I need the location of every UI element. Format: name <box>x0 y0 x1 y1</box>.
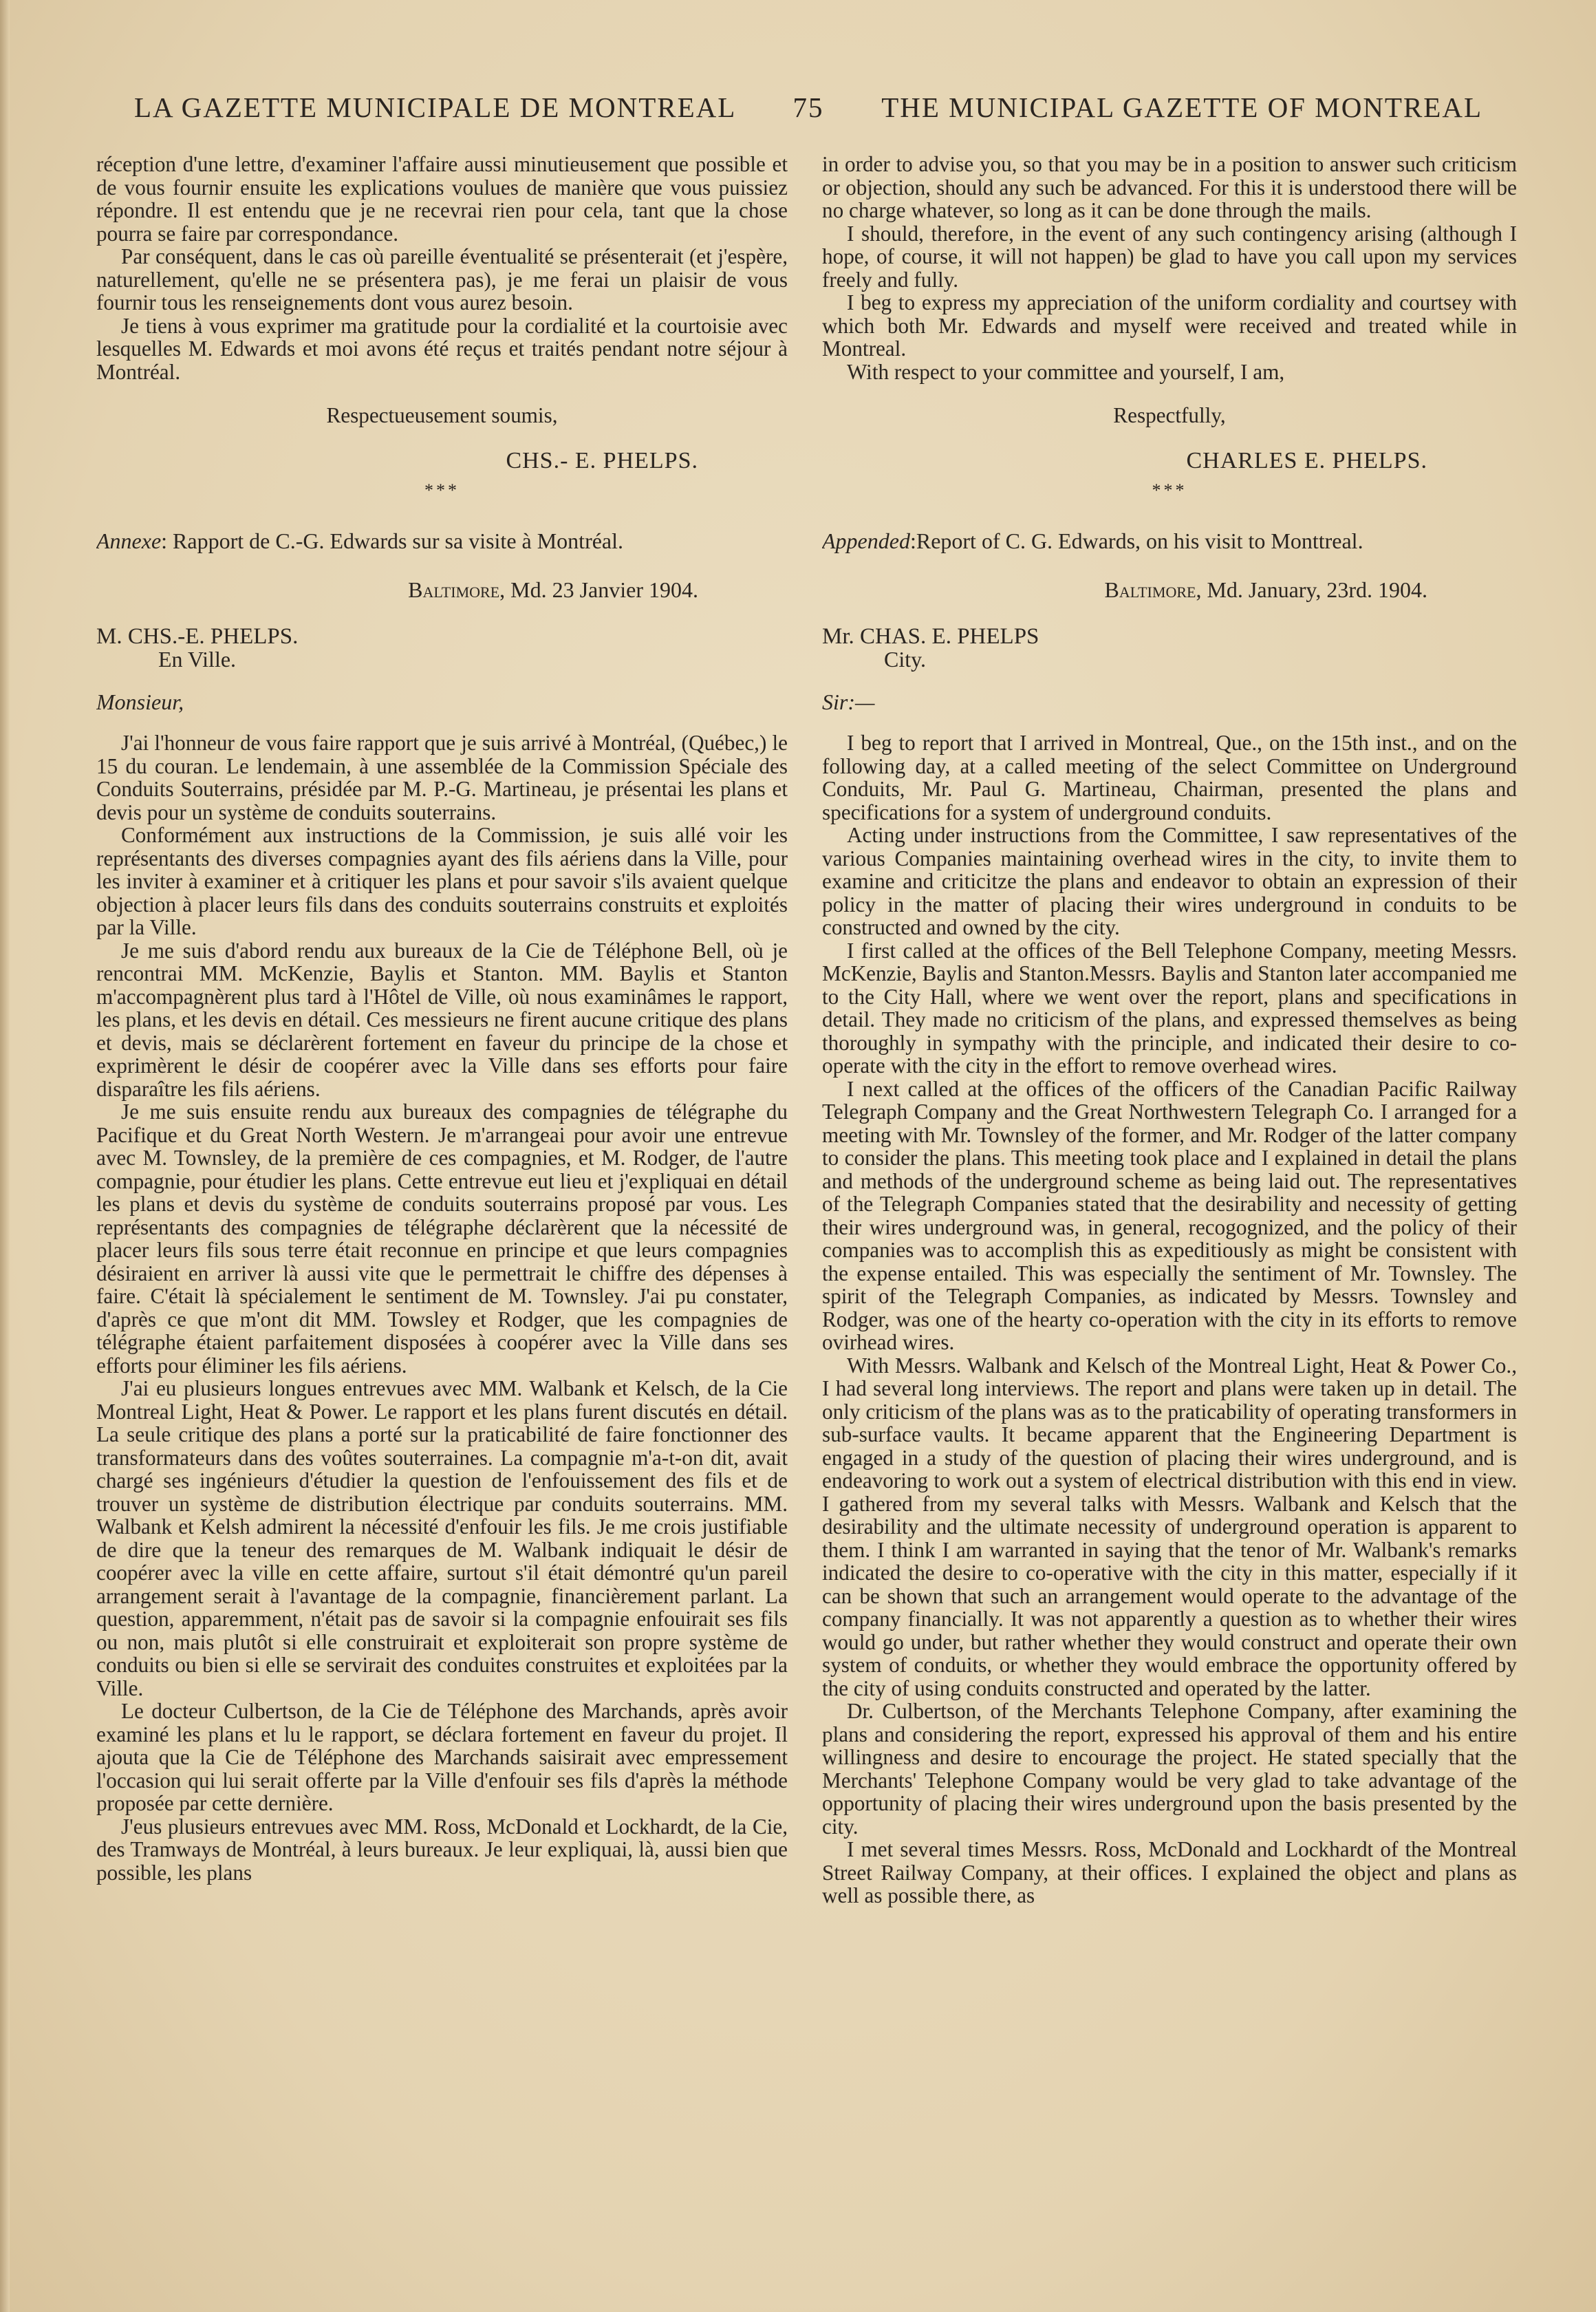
addressee-city: En Ville. <box>158 647 237 672</box>
paragraph: With Messrs. Walbank and Kelsch of the Montreal Light, Heat & Power Co., I had several long interviews. The report and plans were taken up in detail. The only criticism of the plans was as to the praticability of operating transformers in sub-surface vaults. It became apparent that the Engineering Department is engaged in a study of the question of placing their wires underground, and is endeavoring to work out a system of electrical distribution with this end in view. I gathered from my several talks with Messrs. Walbank and Kelsch that the desirability and the ultimate necessity of underground operation is apparent to them. I think I am warranted in saying that the tenor of Mr. Walbank's remarks indicated the desire to co-operative with the city in this matter, especially if it can be shown that such an arrangement would operate to the advantage of the company financially. It was not apparently a question as to whether their wires would go under, but rather whether they would construct and operate their own system of conduits, or whether they would embrace the opportunity offered by the city of using conduits constructed and operated by the latter. <box>822 1353 1517 1700</box>
paragraph: J'eus plusieurs entrevues avec MM. Ross, McDonald et Lockhardt, de la Cie, des Tramways de Montréal, à leurs bureaux. Je leur expliquai, là, aussi bien que possible, les plans <box>96 1814 788 1885</box>
paragraph: in order to advise you, so that you may be in a position to answer such criticism or objection, should any such be advanced. For this it is understood there will be no charge whatever, so long as it can be done through the mails. <box>822 153 1517 222</box>
paragraph: J'ai l'honneur de vous faire rapport que je suis arrivé à Montréal, (Québec,) le 15 du couran. Le lendemain, à une assemblée de la Commission Spéciale des Conduits Souterrains, présidée par M. P.-G. Martineau, je présentai les plans et devis pour un système de conduits souterrains. <box>96 731 788 824</box>
page-binding-edge <box>0 0 10 2312</box>
paragraph: Je tiens à vous exprimer ma gratitude pour la cordialité et la courtoisie avec lesquelles M. Edwards et moi avons été reçus et traités pendant notre séjour à Montréal. <box>96 313 788 384</box>
paragraph: Dr. Culbertson, of the Merchants Telephone Company, after examining the plans and considering the report, expressed his approval of them and his entire willingness and desire to encourage the project. He stated specially that the Merchants' Telephone Company would be very glad to take advantage of the opportunity of placing their wires underground upon the basis presented by the city. <box>822 1699 1517 1839</box>
page-number: 75 <box>792 92 824 123</box>
dateline-date: , Md. 23 Janvier 1904. <box>499 577 698 602</box>
paragraph: Le docteur Culbertson, de la Cie de Téléphone des Marchands, après avoir examiné les plans et lu le rapport, se déclara fortement en faveur du projet. Il ajouta que la Cie de Téléphone des Marchands saisirait avec empressement l'occasion qui lui serait offerte par la Ville d'enfouir ses fils d'après la méthode proposée par cette dernière. <box>96 1699 788 1815</box>
addressee-city: City. <box>884 647 927 672</box>
header-english-title: THE MUNICIPAL GAZETTE OF MONTREAL <box>881 92 1482 123</box>
paragraph: J'ai eu plusieurs longues entrevues avec MM. Walbank et Kelsch, de la Cie Montreal Light, Heat & Power. Le rapport et les plans furent discutés en détail. La seule critique des plans a porté sur la praticabilité de faire fonctionner des transformateurs dans des voûtes souterraines. La compagnie m'a-t-on dit, avait chargé ses ingénieurs d'étudier la question de l'enfouissement des fils et de trouver un système de distribution électrique par conduits souterrains. MM. Walbank et Kelsh admirent la nécessité d'enfouir les fils. Je me crois justifiable de dire que la teneur des remarques de M. Walbank indiquait le désir de coopérer avec la ville en cette affaire, surtout s'il était démontré qu'un pareil arrangement serait à l'avantage de la compagnie, financièrement parlant. La question, apparemment, n'était pas de savoir si la compagnie enfouirait ses fils ou non, mais plutôt si elle construirait et exploiterait son propre système de conduits ou bien si elle se servirait des conduites construites et exploitées par la Ville. <box>96 1376 788 1700</box>
annex-line <box>96 530 788 553</box>
annex-text: : Rapport de C.-G. Edwards sur sa visite à Montréal. <box>161 528 624 553</box>
paragraph: Par conséquent, dans le cas où pareille éventualité se présenterait (et j'espère, naturellement, qu'elle ne se présentera pas), je me ferai un plaisir de vous fournir tous les renseignements dont vous aurez besoin. <box>96 244 788 314</box>
paragraph: Acting under instructions from the Committee, I saw representatives of the various Companies maintaining overhead wires in the city, to invite them to examine and criticitze the plans and endeavor to obtain an expression of their policy in the matter of placing their wires underground in conduits to be constructed and owned by the city. <box>822 823 1517 939</box>
appended-line <box>822 530 1517 553</box>
appended-label: Appended <box>822 528 910 553</box>
paragraph: I next called at the offices of the officers of the Canadian Pacific Railway Telegraph Company and the Great Northwestern Telegraph Co. I arranged for a meeting with Mr. Townsley of the former, and Mr. Rodger of the latter company to consider the plans. This meeting took place and I explained in detail the plans and methods of the underground scheme as being laid out. The representatives of the Telegraph Companies stated that the desirability and necessity of getting their wires underground was, in general, recogognized, and the policy of their companies was to accomplish this as expeditiously as might be consistent with the expense entailed. This was especially the sentiment of Mr. Townsley. The spirit of the Telegraph Companies, as indicated by Messrs. Townsley and Rodger, was one of the hearty co-operation with the city in its efforts to remove ovirhead wires. <box>822 1076 1517 1354</box>
separator-stars: *** <box>1152 480 1187 500</box>
dateline <box>96 579 788 602</box>
english-column <box>822 153 1517 2279</box>
paragraph: Conformément aux instructions de la Commission, je suis allé voir les représentants des diverses compagnies ayant des fils aériens dans la Ville, pour les inviter à examiner et à critiquer les plans et pour savoir s'ils avaient quelque objection à placer leurs fils dans des conduits souterrains construits et exploités par la Ville. <box>96 823 788 939</box>
salutation: Monsieur, <box>96 689 184 714</box>
paragraph: I first called at the offices of the Bell Telephone Company, meeting Messrs. McKenzie, Baylis and Stanton.Messrs. Baylis and Stanton later accompanied me to the City Hall, where we went over the report, plans and specifications in detail. They made no criticism of the plans, and expressed themselves as being thoroughly in sympathy with the principle, and indicated their desire to co-operate with the city in the effort to remove overhead wires. <box>822 938 1517 1078</box>
salutation: Sir:— <box>822 689 875 714</box>
separator-stars: *** <box>424 480 460 500</box>
closing-line: Respectueusement soumis, <box>326 403 558 427</box>
signature: CHS.- E. PHELPS. <box>506 447 698 473</box>
addressee: Mr. CHAS. E. PHELPS <box>822 623 1039 649</box>
paragraph: Je me suis d'abord rendu aux bureaux de la Cie de Téléphone Bell, où je rencontrai MM. McKenzie, Baylis et Stanton. MM. Baylis et Stanton m'accompagnèrent plus tard à l'Hôtel de Ville, où nous examinâmes le rapport, les plans, et les devis en détail. Ces messieurs ne firent aucune critique des plans et devis, mais se déclarèrent fortement en faveur du principe de la chose et exprimèrent le désir de coopérer avec la Ville dans ses efforts pour faire disparaître les fils aériens. <box>96 938 788 1101</box>
paragraph: I beg to report that I arrived in Montreal, Que., on the 15th inst., and on the following day, at a called meeting of the select Committee on Underground Conduits, Mr. Paul G. Martineau, Chairman, presented the plans and specifications for a system of underground conduits. <box>822 731 1517 824</box>
dateline-city: Baltimore <box>408 577 500 602</box>
annex-label: Annexe <box>96 528 162 553</box>
paragraph: Je me suis ensuite rendu aux bureaux des compagnies de télégraphe du Pacifique et du Great North Western. Je m'arrangeai pour avoir une entrevue avec M. Townsley, de la première de ces compagnies, et M. Rodger, de l'autre compagnie, pour étudier les plans. Cette entrevue eut lieu et j'expliquai en détail les plans et devis du système de conduits souterrains proposé par vous. Les représentants des compagnies de télégraphe déclarèrent que la nécessité de placer leurs fils sous terre était reconnue en principe et que leurs compagnies désiraient en arriver là aussi vite que le permettrait le chiffre des dépenses à faire. C'était là spécialement le sentiment de M. Townsley. J'ai pu constater, d'après ce que m'ont dit MM. Towsley et Rodger, que les compagnies de télégraphe étaient parfaitement disposées à coopérer avec la Ville dans ses efforts pour éliminer les fils aériens. <box>96 1100 788 1378</box>
paragraph: I met several times Messrs. Ross, McDonald and Lockhardt of the Montreal Street Railway Company, at their offices. I explained the object and plans as well as possible there, as <box>822 1837 1517 1907</box>
french-column <box>96 153 788 2279</box>
header-french-title: LA GAZETTE MUNICIPALE DE MONTREAL <box>134 92 737 123</box>
paragraph: I should, therefore, in the event of any such contingency arising (although I hope, of course, it will not happen) be glad to have you call upon my services freely and fully. <box>822 221 1517 292</box>
paragraph: réception d'une lettre, d'examiner l'affaire aussi minutieusement que possible et de vous fournir ensuite les explications voulues de manière que vous puissiez répondre. Il est entendu que je ne recevrai rien pour cela, tant que la chose pourra se faire par correspondance. <box>96 153 788 246</box>
addressee: M. CHS.-E. PHELPS. <box>96 623 299 649</box>
closing-line: Respectfully, <box>1113 403 1226 427</box>
dateline-date: , Md. January, 23rd. 1904. <box>1196 577 1427 602</box>
paragraph: I beg to express my appreciation of the uniform cordiality and courtsey with which both Mr. Edwards and myself were received and treated while in Montreal. <box>822 290 1517 361</box>
dateline <box>822 579 1517 602</box>
signature: CHARLES E. PHELPS. <box>1186 447 1427 473</box>
paragraph: With respect to your committee and yourself, I am, <box>847 359 1285 384</box>
dateline-city: Baltimore <box>1104 577 1196 602</box>
appended-text: :Report of C. G. Edwards, on his visit to Monttreal. <box>909 528 1363 553</box>
page-header <box>134 91 1482 139</box>
